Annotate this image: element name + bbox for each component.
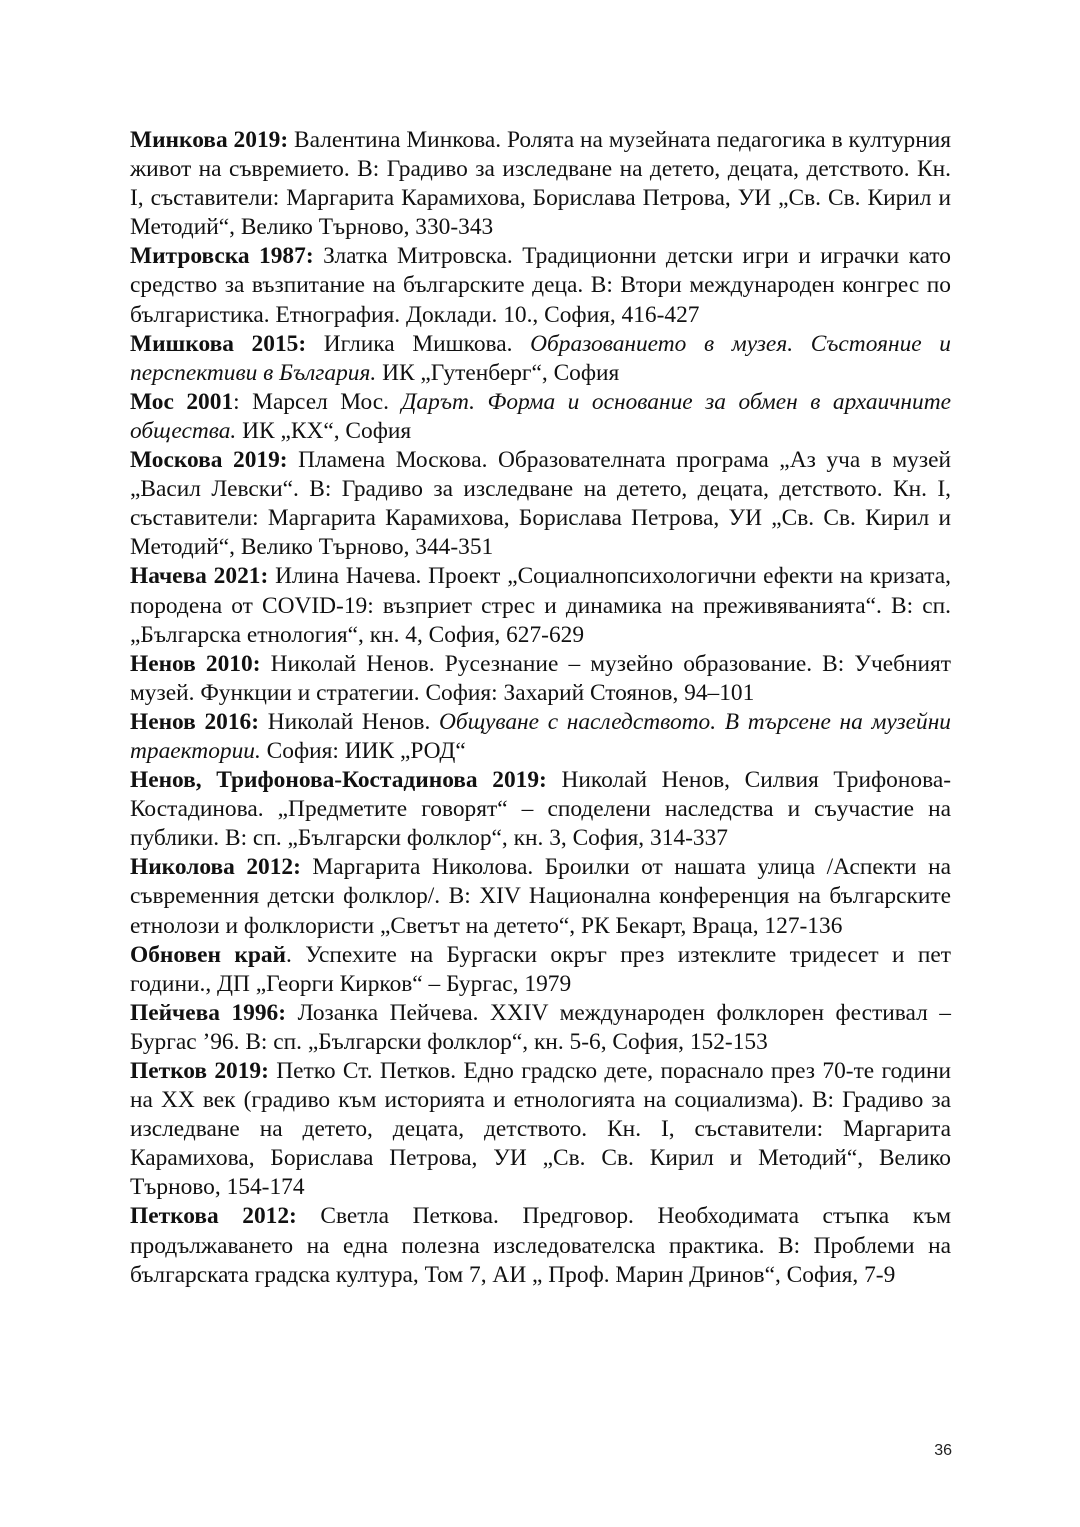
bibliography-entry	[130, 650, 951, 708]
entry-key: Ненов 2010:	[130, 650, 261, 677]
entry-text: : Марсел Мос.	[233, 388, 402, 415]
entry-key: Митровска 1987:	[130, 243, 314, 270]
entry-text-after: ИК „Гутенберг“, София	[376, 359, 620, 386]
bibliography-entry	[130, 999, 951, 1057]
entry-text: . Успехите на Бургаски окръг през изтеклите тридесет и пет години., ДП „Георги Кирков“ – Бургас, 1979	[130, 941, 951, 997]
entry-key: Николова 2012:	[130, 854, 301, 881]
entry-key: Обновен край	[130, 941, 287, 968]
bibliography-entry	[130, 330, 951, 388]
entry-text: Петко Ст. Петков. Едно градско дете, пораснало през 70-те години на XX век (градиво към историята и етнологията на социализма). В: Градиво за изследване на детето, децата, детството. Кн. I, съставители: Маргарита Карамихова, Борислава Петрова, УИ „Св. Св. Кирил и Методий“, Велико Търново, 154-174	[130, 1058, 951, 1201]
entry-key: Минкова 2019:	[130, 127, 289, 153]
bibliography-entry	[130, 708, 951, 766]
bibliography-entry	[130, 126, 951, 242]
entry-key: Ненов, Трифонова-Костадинова 2019:	[130, 767, 547, 794]
entry-key: Пейчева 1996:	[130, 999, 287, 1026]
entry-text: Николай Ненов.	[259, 708, 439, 735]
entry-key: Москова 2019:	[130, 447, 288, 474]
bibliography-entry	[130, 242, 951, 329]
entry-title-italic: Общуване с наследството. В търсене на музейни траектории.	[130, 708, 952, 764]
entry-text: Лозанка Пейчева. XXIV международен фолклорен фестивал – Бургас ’96. В: сп. „Български фолклор“, кн. 5-6, София, 152-153	[130, 999, 951, 1055]
entry-text: Пламена Москова. Образователната програма „Аз уча в музей „Васил Левски“. В: Градиво за изследване на детето, децата, детството. Кн. I, съставители: Маргарита Карамихова, Борислава Петрова, УИ „Св. Св. Кирил и Методий“, Велико Търново, 344-351	[130, 447, 951, 561]
bibliography-entry	[130, 1057, 951, 1202]
entry-text-after: ИК „КХ“, София	[236, 417, 412, 444]
bibliography-page	[130, 126, 951, 1290]
entry-key: Мишкова 2015:	[130, 330, 307, 357]
entry-key: Ненов 2016:	[130, 708, 260, 735]
entry-key: Петкова 2012:	[130, 1203, 297, 1230]
entry-text-after: София: ИИК „РОД“	[260, 737, 466, 764]
entry-text: Илина Начева. Проект „Социалнопсихологични ефекти на кризата, породена от COVID-19: възприет стрес и динамика на преживяванията“. В: сп. „Българска етнология“, кн. 4, София, 627-629	[130, 563, 951, 648]
page-number: 36	[934, 1442, 952, 1459]
entry-key: Петков 2019:	[130, 1058, 269, 1084]
entry-key: Начева 2021:	[130, 563, 269, 590]
entry-title-italic: Дарът. Форма и основание за обмен в архаичните общества.	[130, 388, 951, 444]
bibliography-entry	[130, 766, 951, 853]
entry-text: Николай Ненов, Силвия Трифонова-Костадинова. „Предметите говорят“ – споделени наследства и съучастие на публики. В: сп. „Български фолклор“, кн. 3, София, 314-337	[130, 767, 951, 852]
entry-text: Николай Ненов. Русезнание – музейно образование. В: Учебният музей. Функции и стратегии. София: Захарий Стоянов, 94–101	[130, 650, 952, 706]
entry-text: Златка Митровска. Традиционни детски игри и играчки като средство за възпитание на българските деца. В: Втори международен конгрес по българистика. Етнография. Доклади. 10., София, 416-427	[130, 243, 951, 328]
entry-title-italic: Образованието в музея. Състояние и перспективи в България.	[130, 330, 951, 386]
bibliography-entry	[130, 1202, 951, 1289]
entry-text: Иглика Мишкова.	[306, 330, 531, 357]
entry-text: Маргарита Николова. Броилки от нашата улица /Аспекти на съвременния детски фолклор/. В: XIV Национална конференция на българските етнолози и фолклористи „Светът на детето“, РК Бекарт, Враца, 127-136	[130, 854, 951, 939]
entry-text: Валентина Минкова. Ролята на музейната педагогика в културния живот на съвремието. В: Градиво за изследване на детето, децата, детството. Кн. I, съставители: Маргарита Карамихова, Борислава Петрова, УИ „Св. Св. Кирил и Методий“, Велико Търново, 330-343	[130, 127, 951, 241]
entry-key: Мос 2001	[130, 388, 234, 415]
bibliography-entry	[130, 853, 951, 940]
bibliography-entry	[130, 388, 951, 446]
bibliography-entry	[130, 446, 951, 562]
bibliography-entry	[130, 562, 951, 649]
bibliography-entry	[130, 941, 951, 999]
entry-text: Светла Петкова. Предговор. Необходимата стъпка към продължаването на една полезна изследователска практика. В: Проблеми на българската градска култура, Том 7, АИ „ Проф. Марин Дринов“, София, 7-9	[130, 1203, 952, 1288]
